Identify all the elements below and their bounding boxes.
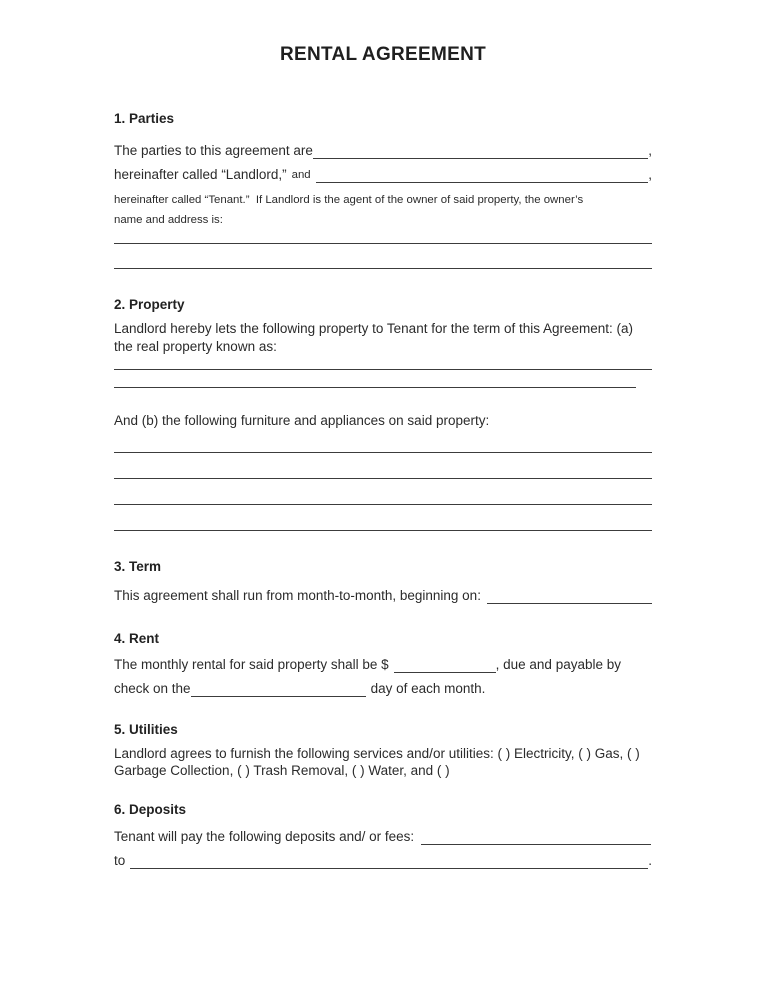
- parties-line-3: hereinafter called “Tenant.” If Landlord is the agent of the owner of said property, the owner’s: [114, 194, 584, 206]
- deposit-fees-fill-line-2: [130, 849, 648, 869]
- section-heading-rent: 4. Rent: [114, 630, 160, 646]
- furniture-fill-line-4: [114, 505, 652, 531]
- section-heading-property: 2. Property: [114, 297, 185, 312]
- real-property-fill-line-1: [114, 355, 652, 370]
- rent-line-2: [114, 677, 652, 701]
- parties-line-1: [114, 139, 652, 163]
- property-intro-line1: Landlord hereby lets the following property to Tenant for the term of this Agreement: (a): [114, 321, 634, 336]
- section-heading-parties: 1. Parties: [114, 111, 175, 126]
- deposits-line1-prefix: Tenant will pay the following deposits and/ or fees:: [114, 828, 415, 844]
- section-term: [114, 559, 652, 608]
- property-intro-line2: the real property known as:: [114, 338, 277, 354]
- deposits-line2-period: .: [648, 852, 652, 868]
- furniture-intro: And (b) the following furniture and appliances on said property:: [114, 413, 490, 428]
- furniture-fill-line-3: [114, 479, 652, 505]
- landlord-name-fill-line: [313, 139, 648, 159]
- real-property-fill-line-2: [114, 370, 636, 388]
- section-rent: [114, 631, 652, 701]
- deposit-fees-fill-line-1: [421, 825, 651, 845]
- utilities-line2: Garbage Collection, ( ) Trash Removal, ( ) Water, and ( ): [114, 763, 450, 778]
- deposits-line2-prefix: to: [114, 852, 126, 868]
- rent-amount-fill-line: [394, 653, 496, 673]
- term-start-date-fill-line: [487, 584, 652, 604]
- parties-line-4: name and address is:: [114, 214, 223, 226]
- rent-line1-suffix: , due and payable by: [495, 656, 621, 672]
- property-intro: [114, 320, 652, 355]
- utilities-line1: Landlord agrees to furnish the following services and/or utilities: ( ) Electricity, ( ) Gas, ( ): [114, 745, 640, 761]
- parties-line2-text: hereinafter called “Landlord,”: [114, 167, 287, 182]
- section-heading-utilities: 5. Utilities: [114, 721, 178, 737]
- section-parties: [114, 111, 652, 269]
- owner-name-fill-line: [114, 230, 652, 244]
- term-line: [114, 584, 652, 608]
- utilities-text: [114, 745, 652, 780]
- rent-due-day-fill-line: [191, 677, 366, 697]
- section-utilities: [114, 722, 652, 780]
- rent-line1-prefix: The monthly rental for said property shall be $: [114, 656, 389, 672]
- rent-line2-prefix: check on the: [114, 680, 191, 696]
- document-title: RENTAL AGREEMENT: [279, 44, 487, 65]
- furniture-fill-line-1: [114, 430, 652, 453]
- term-line-text: This agreement shall run from month-to-month, beginning on:: [114, 587, 481, 603]
- parties-line1-text: The parties to this agreement are: [114, 143, 313, 158]
- parties-line1-comma: ,: [648, 143, 652, 158]
- parties-line-2: [114, 163, 652, 187]
- rent-line-1: [114, 653, 652, 677]
- section-heading-deposits: 6. Deposits: [114, 801, 187, 817]
- parties-line2-comma: ,: [648, 167, 652, 182]
- rent-line2-suffix: day of each month.: [370, 680, 486, 696]
- deposits-line-2: [114, 849, 652, 873]
- tenant-name-fill-line: [316, 163, 649, 183]
- section-deposits: [114, 802, 652, 873]
- furniture-fill-line-2: [114, 453, 652, 479]
- section-property: [114, 297, 652, 531]
- deposits-line-1: [114, 825, 652, 849]
- parties-line2-and: and: [291, 169, 311, 181]
- owner-address-fill-line: [114, 244, 652, 269]
- section-heading-term: 3. Term: [114, 558, 162, 574]
